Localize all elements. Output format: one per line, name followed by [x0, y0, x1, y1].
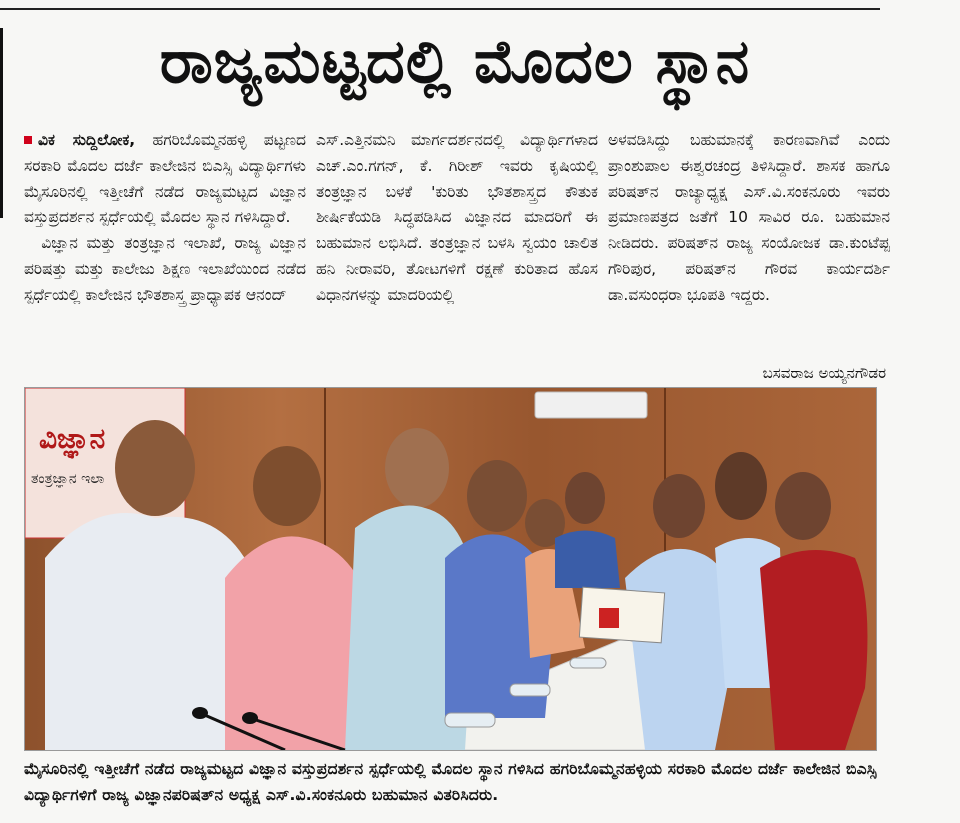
dateline: ವಿಕ ಸುದ್ದಿಲೋಕ, — [38, 131, 136, 149]
top-rule — [0, 8, 880, 10]
article-paragraph-4: ಅಳವಡಿಸಿದ್ದು ಬಹುಮಾನಕ್ಕೆ ಕಾರಣವಾಗಿವೆ ಎಂದು ಪ್ರಾಂಶುಪಾಲ ಈಶ್ವರಚಂದ್ರ ತಿಳಿಸಿದ್ದಾರೆ. ಶಾಸಕ ಹಾಗೂ ಪರಿಷತ್‌ನ ರಾಜ್ಯಾಧ್ಯಕ್ಷ ಎಸ್.ವಿ.ಸಂಕನೂರು ಇವರು ಪ್ರಮಾಣಪತ್ರದ ಜತೆಗೆ 10 ಸಾವಿರ ರೂ. ಬಹುಮಾನ ನೀಡಿದರು. ಪರಿಷತ್‌ನ ರಾಜ್ಯ ಸಂಯೋಜಕ ಡಾ.ಕುಂಟೆಪ್ಪ ಗೌರಿಪುರ, ಪರಿಷತ್‌ನ ಗೌರವ ಕಾರ್ಯದರ್ಶಿ ಡಾ.ವಸುಂಧರಾ ಭೂಪತಿ ಇದ್ದರು. — [608, 131, 890, 304]
article-body — [24, 128, 890, 368]
article-column-1 — [24, 128, 306, 364]
bullet-icon — [24, 136, 32, 144]
article-paragraph-3: ಎಸ್.ಎತ್ತಿನಮನಿ ಮಾರ್ಗದರ್ಶನದಲ್ಲಿ ವಿದ್ಯಾರ್ಥಿಗಳಾದ ಎಚ್.ಎಂ.ಗಗನ್, ಕೆ. ಗಿರೀಶ್ ಇವರು ಕೃಷಿಯಲ್ಲಿ ತಂತ್ರಜ್ಞಾನ ಬಳಕೆ 'ಕುರಿತು ಭೌತಶಾಸ್ತ್ರದ ಕೌತುಕ ಶೀರ್ಷಿಕೆಯಡಿ ಸಿದ್ಧಪಡಿಸಿದ ವಿಜ್ಞಾನದ ಮಾದರಿಗೆ ಈ ಬಹುಮಾನ ಲಭಿಸಿದೆ. ತಂತ್ರಜ್ಞಾನ ಬಳಸಿ ಸ್ವಯಂ ಚಾಲಿತ ಹನಿ ನೀರಾವರಿ, ತೋಟಗಳಿಗೆ ರಕ್ಷಣೆ ಕುರಿತಾದ ಹೊಸ ವಿಧಾನಗಳನ್ನು ಮಾದರಿಯಲ್ಲಿ — [316, 131, 598, 304]
article-column-3 — [608, 128, 890, 364]
banner-text: ವಿಜ್ಞಾನ — [39, 422, 106, 455]
article-column-2 — [316, 128, 598, 364]
news-photo — [24, 387, 877, 751]
photo-caption: ಮೈಸೂರಿನಲ್ಲಿ ಇತ್ತೀಚೆಗೆ ನಡೆದ ರಾಜ್ಯಮಟ್ಟದ ವಿಜ್ಞಾನ ವಸ್ತುಪ್ರದರ್ಶನ ಸ್ಪರ್ಧೆಯಲ್ಲಿ ಮೊದಲ ಸ್ಥಾನ ಗಳಿಸಿದ ಹಗರಿಬೊಮ್ಮನಹಳ್ಳಿಯ ಸರಕಾರಿ ಮೊದಲ ದರ್ಜೆ ಕಾಲೇಜಿನ ಬಿಎಸ್ಸಿ ವಿದ್ಯಾರ್ಥಿಗಳಿಗೆ ರಾಜ್ಯ ವಿಜ್ಞಾನಪರಿಷತ್‌ನ ಅಧ್ಯಕ್ಷ ಎಸ್.ವಿ.ಸಂಕನೂರು ಬಹುಮಾನ ವಿತರಿಸಿದರು. — [24, 760, 877, 804]
headline: ರಾಜ್ಯಮಟ್ಟದಲ್ಲಿ ಮೊದಲ ಸ್ಥಾನ — [159, 27, 751, 97]
article-paragraph-2: ವಿಜ್ಞಾನ ಮತ್ತು ತಂತ್ರಜ್ಞಾನ ಇಲಾಖೆ, ರಾಜ್ಯ ವಿಜ್ಞಾನ ಪರಿಷತ್ತು ಮತ್ತು ಕಾಲೇಜು ಶಿಕ್ಷಣ ಇಲಾಖೆಯಿಂದ ನಡೆದ ಸ್ಪರ್ಧೆಯಲ್ಲಿ ಕಾಲೇಜಿನ ಭೌತಶಾಸ್ತ್ರ ಪ್ರಾಧ್ಯಾಪಕ ಆನಂದ್ — [24, 234, 306, 304]
page-edge — [0, 28, 3, 218]
article-paragraph-1: ಹಗರಿಬೊಮ್ಮನಹಳ್ಳಿ ಪಟ್ಟಣದ ಸರಕಾರಿ ಮೊದಲ ದರ್ಜೆ ಕಾಲೇಜಿನ ಬಿಎಸ್ಸಿ ವಿದ್ಯಾರ್ಥಿಗಳು ಮೈಸೂರಿನಲ್ಲಿ ಇತ್ತೀಚೆಗೆ ನಡೆದ ರಾಜ್ಯಮಟ್ಟದ ವಿಜ್ಞಾನ ವಸ್ತುಪ್ರದರ್ಶನ ಸ್ಪರ್ಧೆಯಲ್ಲಿ ಮೊದಲ ಸ್ಥಾನ ಗಳಿಸಿದ್ದಾರೆ. — [24, 131, 306, 227]
banner-subtext: ತಂತ್ರಜ್ಞಾನ ಇಲಾ — [31, 471, 105, 487]
byline: ಬಸವರಾಜ ಅಯ್ಯನಗೌಡರ — [762, 364, 886, 382]
